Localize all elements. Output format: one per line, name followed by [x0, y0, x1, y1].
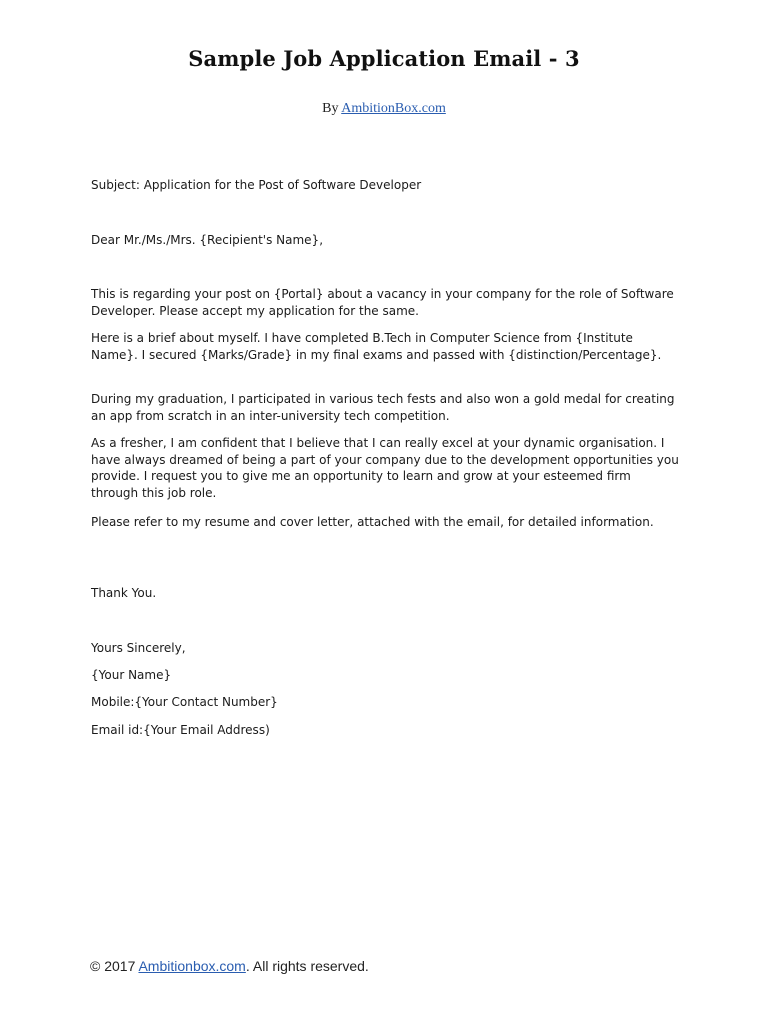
footer-copyright	[90, 958, 369, 974]
paragraph-education: Here is a brief about myself. I have completed B.Tech in Computer Science from {Institute Name}. I secured {Marks/Grade} in my final exams and passed with {distinction/Percentage}.	[91, 331, 662, 362]
byline-prefix: By	[322, 101, 342, 116]
email-subject: Subject: Application for the Post of Software Developer	[91, 178, 422, 192]
footer-suffix: . All rights reserved.	[245, 958, 369, 974]
paragraph-intro: This is regarding your post on {Portal} about a vacancy in your company for the role of Software Developer. Please accept my application for the same.	[91, 287, 674, 318]
footer-ambitionbox-link[interactable]: Ambitionbox.com	[138, 958, 246, 974]
sender-name: {Your Name}	[91, 668, 172, 682]
sender-email: Email id:{Your Email Address)	[91, 723, 270, 737]
email-closing: Yours Sincerely,	[91, 641, 186, 655]
ambitionbox-link[interactable]: AmbitionBox.com	[341, 101, 446, 116]
document-title: Sample Job Application Email - 3	[188, 46, 580, 71]
paragraph-graduation: During my graduation, I participated in various tech fests and also won a gold medal for creating an app from scratch in an inter-university tech competition.	[91, 392, 675, 423]
sender-mobile: Mobile:{Your Contact Number}	[91, 695, 278, 709]
email-salutation: Dear Mr./Ms./Mrs. {Recipient's Name},	[91, 233, 324, 247]
footer-prefix: © 2017	[90, 958, 139, 974]
paragraph-resume: Please refer to my resume and cover letter, attached with the email, for detailed information.	[91, 515, 654, 529]
email-thanks: Thank You.	[91, 586, 157, 600]
byline	[0, 101, 768, 117]
paragraph-fresher: As a fresher, I am confident that I believe that I can really excel at your dynamic organisation. I have always dreamed of being a part of your company due to the development opportunities you provide. I request you to give me an opportunity to learn and grow at your esteemed firm through this job role.	[91, 436, 679, 500]
